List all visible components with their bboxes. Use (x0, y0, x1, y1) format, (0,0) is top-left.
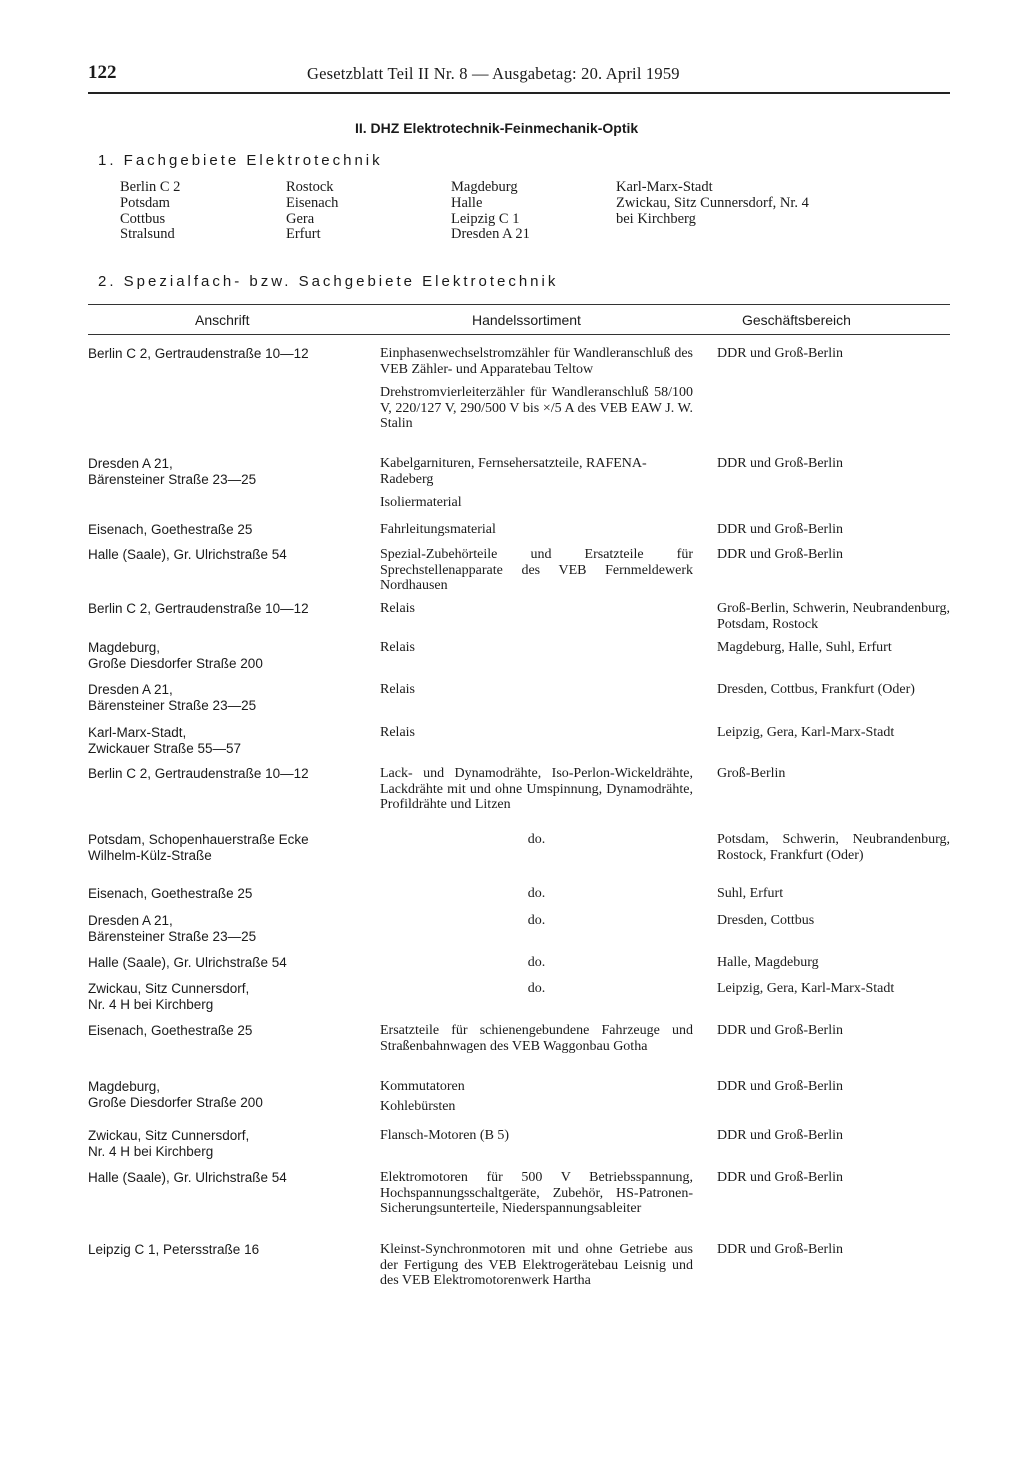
goods-item: Kohlebürsten (380, 1098, 456, 1114)
address-line: Berlin C 2, Gertraudenstraße 10—12 (88, 766, 309, 781)
address-line: Magdeburg, (88, 640, 161, 655)
goods-item: Kleinst-Synchronmotoren mit und ohne Getriebe aus der Fertigung des VEB Elektrogerätebau Leisnig und des VEB Elektromotorenwerk Hartha (380, 1242, 693, 1289)
goods-cell (380, 1023, 693, 1054)
address-line: Große Diesdorfer Straße 200 (88, 655, 263, 671)
header-rule (88, 92, 950, 94)
area-cell: Leipzig, Gera, Karl-Marx-Stadt (717, 725, 895, 740)
goods-cell (380, 682, 693, 698)
goods-cell (380, 1242, 693, 1289)
address-line: Nr. 4 H bei Kirchberg (88, 1143, 214, 1159)
goods-cell (380, 456, 693, 519)
address-cell (88, 832, 373, 863)
goods-item: Einphasenwechselstromzähler für Wandleranschluß des VEB Zähler- und Apparatebau Teltow (380, 346, 693, 377)
address-line: Eisenach, Goethestraße 25 (88, 1023, 253, 1038)
table-header-rule (88, 334, 950, 335)
location-item: Gera (286, 210, 315, 227)
address-cell (88, 1079, 373, 1110)
address-line: Dresden A 21, (88, 456, 173, 471)
address-line: Zwickau, Sitz Cunnersdorf, (88, 1128, 250, 1143)
address-line: Bärensteiner Straße 23—25 (88, 697, 257, 713)
address-cell (88, 346, 373, 362)
goods-item: Elektromotoren für 500 V Betriebsspannung, Hochspannungsschaltgeräte, Zubehör, HS-Patronen-Sicherungsunterteile, Niederspannungsableiter (380, 1170, 693, 1217)
address-cell (88, 1128, 373, 1159)
area-cell: Potsdam, Schwerin, Neubrandenburg, Rostock, Frankfurt (Oder) (717, 832, 950, 863)
goods-cell (380, 547, 693, 594)
goods-item: Fahrleitungsmaterial (380, 522, 496, 537)
goods-item: Relais (380, 725, 415, 740)
location-item: Zwickau, Sitz Cunnersdorf, Nr. 4 (616, 194, 809, 211)
area-cell: Halle, Magdeburg (717, 955, 819, 970)
address-line: Halle (Saale), Gr. Ulrichstraße 54 (88, 547, 287, 562)
goods-cell (380, 886, 693, 902)
address-cell (88, 640, 373, 671)
goods-item: do. (527, 981, 546, 996)
area-cell: Groß-Berlin (717, 766, 786, 781)
location-item: Rostock (286, 179, 334, 195)
address-cell (88, 1023, 373, 1039)
location-item: Berlin C 2 (120, 179, 181, 195)
subheading-spezialfachgebiete: 2. Spezialfach- bzw. Sachgebiete Elektrotechnik (98, 273, 559, 290)
location-item: Eisenach (286, 194, 339, 211)
address-line: Bärensteiner Straße 23—25 (88, 928, 257, 944)
address-cell (88, 547, 373, 563)
section-title: II. DHZ Elektrotechnik-Feinmechanik-Optik (355, 120, 639, 136)
goods-cell (380, 913, 693, 929)
goods-item: Kabelgarnituren, Fernsehersatzteile, RAFENA-Radeberg (380, 456, 647, 487)
address-line: Wilhelm-Külz-Straße (88, 847, 212, 863)
location-item: Stralsund (120, 226, 175, 243)
address-line: Halle (Saale), Gr. Ulrichstraße 54 (88, 955, 287, 970)
goods-cell (380, 1079, 693, 1114)
address-line: Nr. 4 H bei Kirchberg (88, 996, 214, 1012)
goods-cell (380, 346, 693, 440)
goods-item: Relais (380, 640, 415, 655)
goods-item: Flansch-Motoren (B 5) (380, 1128, 510, 1143)
address-cell (88, 1170, 373, 1186)
location-item: bei Kirchberg (616, 210, 696, 227)
address-line: Potsdam, Schopenhauerstraße Ecke (88, 832, 309, 847)
goods-cell (380, 766, 693, 813)
table-top-rule (88, 304, 950, 305)
location-item: Cottbus (120, 210, 166, 227)
address-line: Dresden A 21, (88, 682, 173, 697)
address-cell (88, 725, 373, 756)
address-cell (88, 522, 373, 538)
area-cell: DDR und Groß-Berlin (717, 1242, 843, 1257)
location-item: Leipzig C 1 (451, 210, 520, 227)
column-header-area: Geschäftsbereich (742, 312, 851, 328)
goods-item: Spezial-Zubehörteile und Ersatzteile für Sprechstellenapparate des VEB Fernmeldewerk Nordhausen (380, 547, 693, 594)
area-cell: DDR und Groß-Berlin (717, 1170, 843, 1185)
goods-cell (380, 955, 693, 971)
address-cell (88, 601, 373, 617)
area-cell: Suhl, Erfurt (717, 886, 784, 901)
goods-item: Relais (380, 601, 415, 616)
area-cell: Magdeburg, Halle, Suhl, Erfurt (717, 640, 892, 655)
address-line: Zwickauer Straße 55—57 (88, 740, 242, 756)
goods-cell (380, 832, 693, 848)
area-cell: DDR und Groß-Berlin (717, 1023, 843, 1038)
goods-item: Relais (380, 682, 415, 697)
goods-item: Drehstromvierleiterzähler für Wandleranschluß 58/100 V, 220/127 V, 290/500 V bis ×/5 A des VEB EAW J. W. Stalin (380, 385, 693, 432)
column-header-goods: Handelssortiment (472, 312, 581, 328)
address-cell (88, 886, 373, 902)
goods-item: do. (527, 832, 546, 847)
goods-item: do. (527, 955, 546, 970)
location-item: Karl-Marx-Stadt (616, 179, 713, 195)
area-cell: DDR und Groß-Berlin (717, 1079, 843, 1094)
address-line: Große Diesdorfer Straße 200 (88, 1094, 263, 1110)
goods-item: do. (527, 886, 546, 901)
address-cell (88, 682, 373, 713)
goods-item: Isoliermaterial (380, 495, 462, 511)
location-item: Potsdam (120, 194, 170, 211)
address-cell (88, 456, 373, 487)
goods-item: Lack- und Dynamodrähte, Iso-Perlon-Wickeldrähte, Lackdrähte mit und ohne Umspinnung, Dynamodrähte, Profildrähte und Litzen (380, 766, 693, 813)
address-line: Berlin C 2, Gertraudenstraße 10—12 (88, 601, 309, 616)
area-cell: Dresden, Cottbus, Frankfurt (Oder) (717, 682, 915, 697)
address-cell (88, 955, 373, 971)
location-item: Halle (451, 194, 483, 211)
area-cell: DDR und Groß-Berlin (717, 547, 843, 562)
address-line: Bärensteiner Straße 23—25 (88, 471, 257, 487)
address-line: Zwickau, Sitz Cunnersdorf, (88, 981, 250, 996)
page-number: 122 (88, 62, 117, 83)
goods-cell (380, 1170, 693, 1217)
subheading-fachgebiete: 1. Fachgebiete Elektrotechnik (98, 152, 383, 169)
address-line: Eisenach, Goethestraße 25 (88, 886, 253, 901)
goods-cell (380, 640, 693, 656)
address-line: Karl-Marx-Stadt, (88, 725, 187, 740)
address-line: Leipzig C 1, Petersstraße 16 (88, 1242, 260, 1257)
area-cell: DDR und Groß-Berlin (717, 346, 843, 361)
goods-cell (380, 725, 693, 741)
goods-item: do. (527, 913, 546, 928)
area-cell: DDR und Groß-Berlin (717, 522, 843, 537)
area-cell: Leipzig, Gera, Karl-Marx-Stadt (717, 981, 895, 996)
address-line: Eisenach, Goethestraße 25 (88, 522, 253, 537)
goods-cell (380, 601, 693, 617)
location-column (286, 180, 338, 243)
goods-item: Kommutatoren (380, 1079, 465, 1094)
location-item: Dresden A 21 (451, 226, 530, 243)
address-line: Berlin C 2, Gertraudenstraße 10—12 (88, 346, 309, 361)
address-cell (88, 766, 373, 782)
location-column (616, 180, 809, 227)
location-column (120, 180, 180, 243)
goods-cell (380, 981, 693, 997)
address-line: Halle (Saale), Gr. Ulrichstraße 54 (88, 1170, 287, 1185)
goods-cell (380, 522, 693, 538)
address-cell (88, 913, 373, 944)
area-cell: Dresden, Cottbus (717, 913, 815, 928)
address-line: Magdeburg, (88, 1079, 161, 1094)
area-cell: DDR und Groß-Berlin (717, 1128, 843, 1143)
running-header: Gesetzblatt Teil II Nr. 8 — Ausgabetag: 20. April 1959 (307, 64, 680, 83)
address-line: Dresden A 21, (88, 913, 173, 928)
location-item: Erfurt (286, 226, 321, 243)
location-column (451, 180, 530, 243)
area-cell: Groß-Berlin, Schwerin, Neubrandenburg, Potsdam, Rostock (717, 601, 950, 632)
goods-item: Ersatzteile für schienengebundene Fahrzeuge und Straßenbahnwagen des VEB Waggonbau Gotha (380, 1023, 693, 1054)
area-cell: DDR und Groß-Berlin (717, 456, 843, 471)
address-cell (88, 1242, 373, 1258)
goods-cell (380, 1128, 693, 1144)
column-header-address: Anschrift (195, 312, 250, 328)
location-item: Magdeburg (451, 179, 518, 195)
address-cell (88, 981, 373, 1012)
